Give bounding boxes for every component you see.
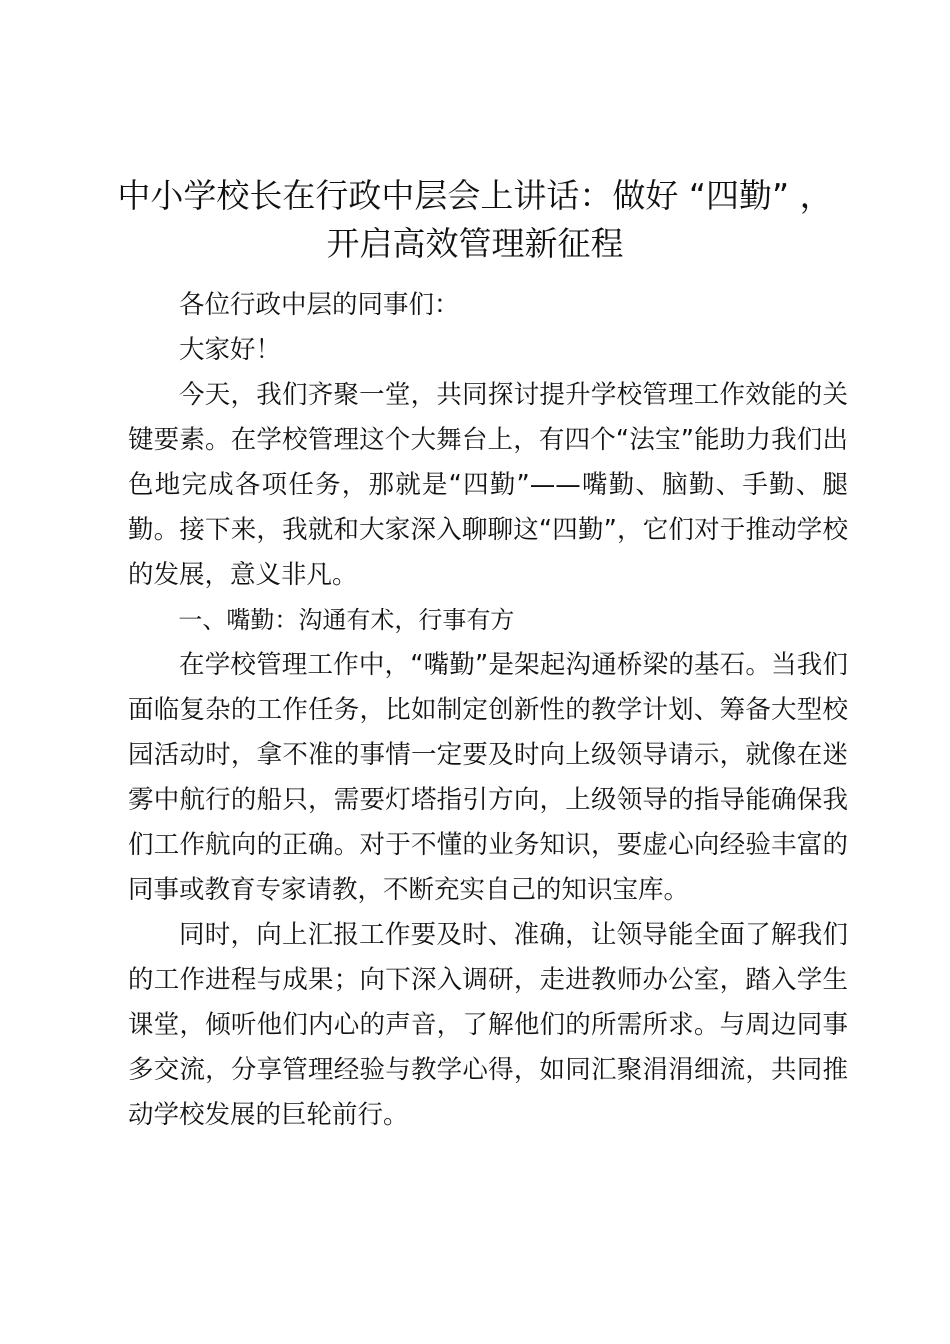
- intro-paragraph: 今天，我们齐聚一堂，共同探讨提升学校管理工作效能的关键要素。在学校管理这个大舞台上，有四个“法宝”能助力我们出色地完成各项任务，那就是“四勤”——嘴勤、脑勤、手勤、腿勤。接下来，我就和大家深入聊聊这“四勤”，它们对于推动学校的发展，意义非凡。: [128, 380, 848, 590]
- section-heading: 一、嘴勤：沟通有术，行事有方: [178, 606, 515, 634]
- salutation: 各位行政中层的同事们：: [179, 290, 460, 320]
- document-body: [128, 283, 848, 1138]
- section-paragraph: 同时，向上汇报工作要及时、准确，让领导能全面了解我们的工作进程与成果；向下深入调研，走进教师办公室，踏入学生课堂，倾听他们内心的声音，了解他们的所需所求。与周边同事多交流，分享管理经验与教学心得，如同汇聚涓涓细流，共同推动学校发展的巨轮前行。: [128, 920, 848, 1130]
- greeting: 大家好！: [179, 335, 282, 365]
- section-paragraph: 在学校管理工作中，“嘴勤”是架起沟通桥梁的基石。当我们面临复杂的工作任务，比如制定创新性的教学计划、筹备大型校园活动时，拿不准的事情一定要及时向上级领导请示，就像在迷雾中航行的船只，需要灯塔指引方向，上级领导的指导能确保我们工作航向的正确。对于不懂的业务知识，要虚心向经验丰富的同事或教育专家请教，不断充实自己的知识宝库。: [128, 650, 848, 905]
- document-title: 中小学校长在行政中层会上讲话：做好 “四勤” ，开启高效管理新征程: [117, 176, 833, 263]
